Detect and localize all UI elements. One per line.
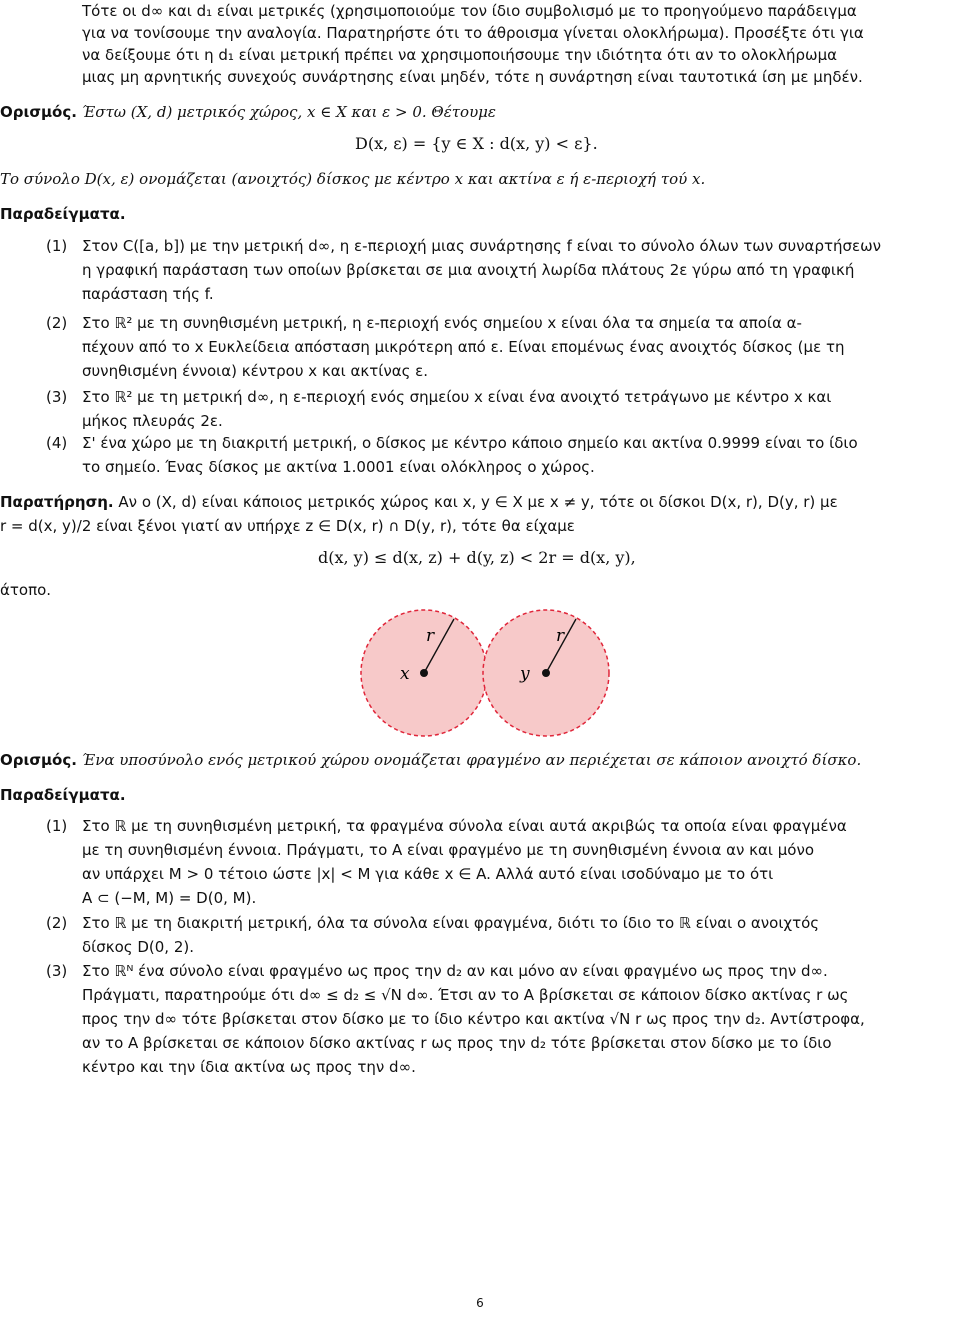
example-line: Στον C([a, b]) με την μετρική d∞, η ε-περιοχή μιας συνάρτησης f είναι το σύνολο όλων των συναρτήσεων <box>82 237 882 255</box>
remark-text: Αν ο (X, d) είναι κάποιος μετρικός χώρος και x, y ∈ X με x ≠ y, τότε οι δίσκοι D(x, r), D(y, r) με <box>118 493 838 511</box>
example-line: πέχουν από το x Ευκλείδεια απόσταση μικρότερη από ε. Είναι επομένως ένας ανοιχτός δίσκος (με τη <box>82 338 845 356</box>
example-number: (1) <box>46 817 68 835</box>
example-line: A ⊂ (−M, M) = D(0, M). <box>82 889 257 907</box>
remark-after: άτοπο. <box>0 581 52 599</box>
example-line: Σ' ένα χώρο με τη διακριτή μετρική, ο δίσκος με κέντρο κάποιο σημείο και ακτίνα 0.9999 είναι το ίδιο <box>82 434 858 452</box>
center-label-x: x <box>400 664 410 684</box>
example-line: Στο ℝ με τη διακριτή μετρική, όλα τα σύνολα είναι φραγμένα, διότι το ίδιο το ℝ είναι ο ανοιχτός <box>82 914 820 932</box>
example-line: αν το A βρίσκεται σε κάποιον δίσκο ακτίνας r ως προς την d₂ τότε βρίσκεται στον δίσκο με το ίδιο <box>82 1034 832 1052</box>
definition-1-after: Το σύνολο D(x, ε) ονομάζεται (ανοιχτός) δίσκος με κέντρο x και ακτίνα ε ή ε-περιοχή τού x. <box>0 170 706 188</box>
definition-text: Έστω (X, d) μετρικός χώρος, x ∈ X και ε > 0. Θέτουμε <box>81 103 496 121</box>
radius-label-right: r <box>556 626 565 646</box>
definition-label: Ορισμός. <box>0 751 77 769</box>
intro-line-1: Τότε οι d∞ και d₁ είναι μετρικές (χρησιμοποιούμε τον ίδιο συμβολισμό με το προηγούμενο παράδειγμα <box>82 2 857 20</box>
example-number: (3) <box>46 962 68 980</box>
example-line: το σημείο. Ένας δίσκος με ακτίνα 1.0001 είναι ολόκληρος ο χώρος. <box>82 458 595 476</box>
disk-y <box>483 610 609 736</box>
remark-line-1 <box>0 491 960 513</box>
intro-line-4: μιας μη αρνητικής συνεχούς συνάρτησης είναι μηδέν, τότε η συνάρτηση είναι ταυτοτικά ίση με μηδέν. <box>82 68 863 86</box>
examples-1-label: Παραδείγματα. <box>0 205 126 223</box>
example-number: (1) <box>46 237 68 255</box>
remark-label: Παρατήρηση. <box>0 493 114 511</box>
examples-2-label: Παραδείγματα. <box>0 786 126 804</box>
definition-2 <box>0 749 960 771</box>
example-line: Στο ℝ με τη συνηθισμένη μετρική, τα φραγμένα σύνολα είναι αυτά ακριβώς τα οποία είναι φραγμένα <box>82 817 847 835</box>
example-line: Στο ℝᴺ ένα σύνολο είναι φραγμένο ως προς την d₂ αν και μόνο αν είναι φραγμένο ως προς την d∞. <box>82 962 828 980</box>
example-line: η γραφική παράσταση των οποίων βρίσκεται σε μια ανοιχτή λωρίδα πλάτους 2ε γύρω από τη γραφική <box>82 261 855 279</box>
definition-label: Ορισμός. <box>0 103 77 121</box>
example-line: Στο ℝ² με τη συνηθισμένη μετρική, η ε-περιοχή ενός σημείου x είναι όλα τα σημεία τα αποία α- <box>82 314 802 332</box>
example-line: μήκος πλευράς 2ε. <box>82 412 223 430</box>
definition-text: Ένα υποσύνολο ενός μετρικού χώρου ονομάζεται φραγμένο αν περιέχεται σε κάποιον ανοιχτό δίσκο. <box>81 751 862 769</box>
example-line: προς την d∞ τότε βρίσκεται στον δίσκο με το ίδιο κέντρο και ακτίνα √N r ως προς την d₂. Αντίστροφα, <box>82 1010 865 1028</box>
example-number: (2) <box>46 914 68 932</box>
disjoint-disks-figure <box>360 605 620 745</box>
example-number: (3) <box>46 388 68 406</box>
example-number: (4) <box>46 434 68 452</box>
remark-line-2: r = d(x, y)/2 είναι ξένοι γιατί αν υπήρχε z ∈ D(x, r) ∩ D(y, r), τότε θα είχαμε <box>0 517 575 535</box>
disk-formula: D(x, ε) = {y ∈ X : d(x, y) < ε}. <box>355 134 598 153</box>
page-number: 6 <box>476 1296 484 1310</box>
example-number: (2) <box>46 314 68 332</box>
definition-1 <box>0 101 960 123</box>
center-point-x <box>420 669 428 677</box>
intro-line-2: για να τονίσουμε την αναλογία. Παρατηρήστε ότι το άθροισμα γίνεται ολοκλήρωμα). Προσέξτε ότι για <box>82 24 864 42</box>
example-line: συνηθισμένη έννοια) κέντρου x και ακτίνας ε. <box>82 362 429 380</box>
radius-label-left: r <box>426 626 435 646</box>
disk-x <box>361 610 487 736</box>
remark-formula: d(x, y) ≤ d(x, z) + d(y, z) < 2r = d(x, y), <box>318 548 636 567</box>
example-line: Πράγματι, παρατηρούμε ότι d∞ ≤ d₂ ≤ √N d∞. Έτσι αν το A βρίσκεται σε κάποιον δίσκο ακτίνας r ως <box>82 986 849 1004</box>
example-line: αν υπάρχει M > 0 τέτοιο ώστε |x| < M για κάθε x ∈ A. Αλλά αυτό είναι ισοδύναμο με το ότι <box>82 865 774 883</box>
center-point-y <box>542 669 550 677</box>
center-label-y: y <box>520 664 530 684</box>
example-line: δίσκος D(0, 2). <box>82 938 194 956</box>
example-line: με τη συνηθισμένη έννοια. Πράγματι, το A είναι φραγμένο με τη συνηθισμένη έννοια αν και μόνο <box>82 841 815 859</box>
example-line: παράσταση τής f. <box>82 285 214 303</box>
example-line: Στο ℝ² με τη μετρική d∞, η ε-περιοχή ενός σημείου x είναι ένα ανοιχτό τετράγωνο με κέντρο x και <box>82 388 832 406</box>
intro-line-3: να δείξουμε ότι η d₁ είναι μετρική πρέπει να χρησιμοποιήσουμε την ιδιότητα ότι αν το ολοκλήρωμα <box>82 46 838 64</box>
example-line: κέντρο και την ίδια ακτίνα ως προς την d∞. <box>82 1058 416 1076</box>
